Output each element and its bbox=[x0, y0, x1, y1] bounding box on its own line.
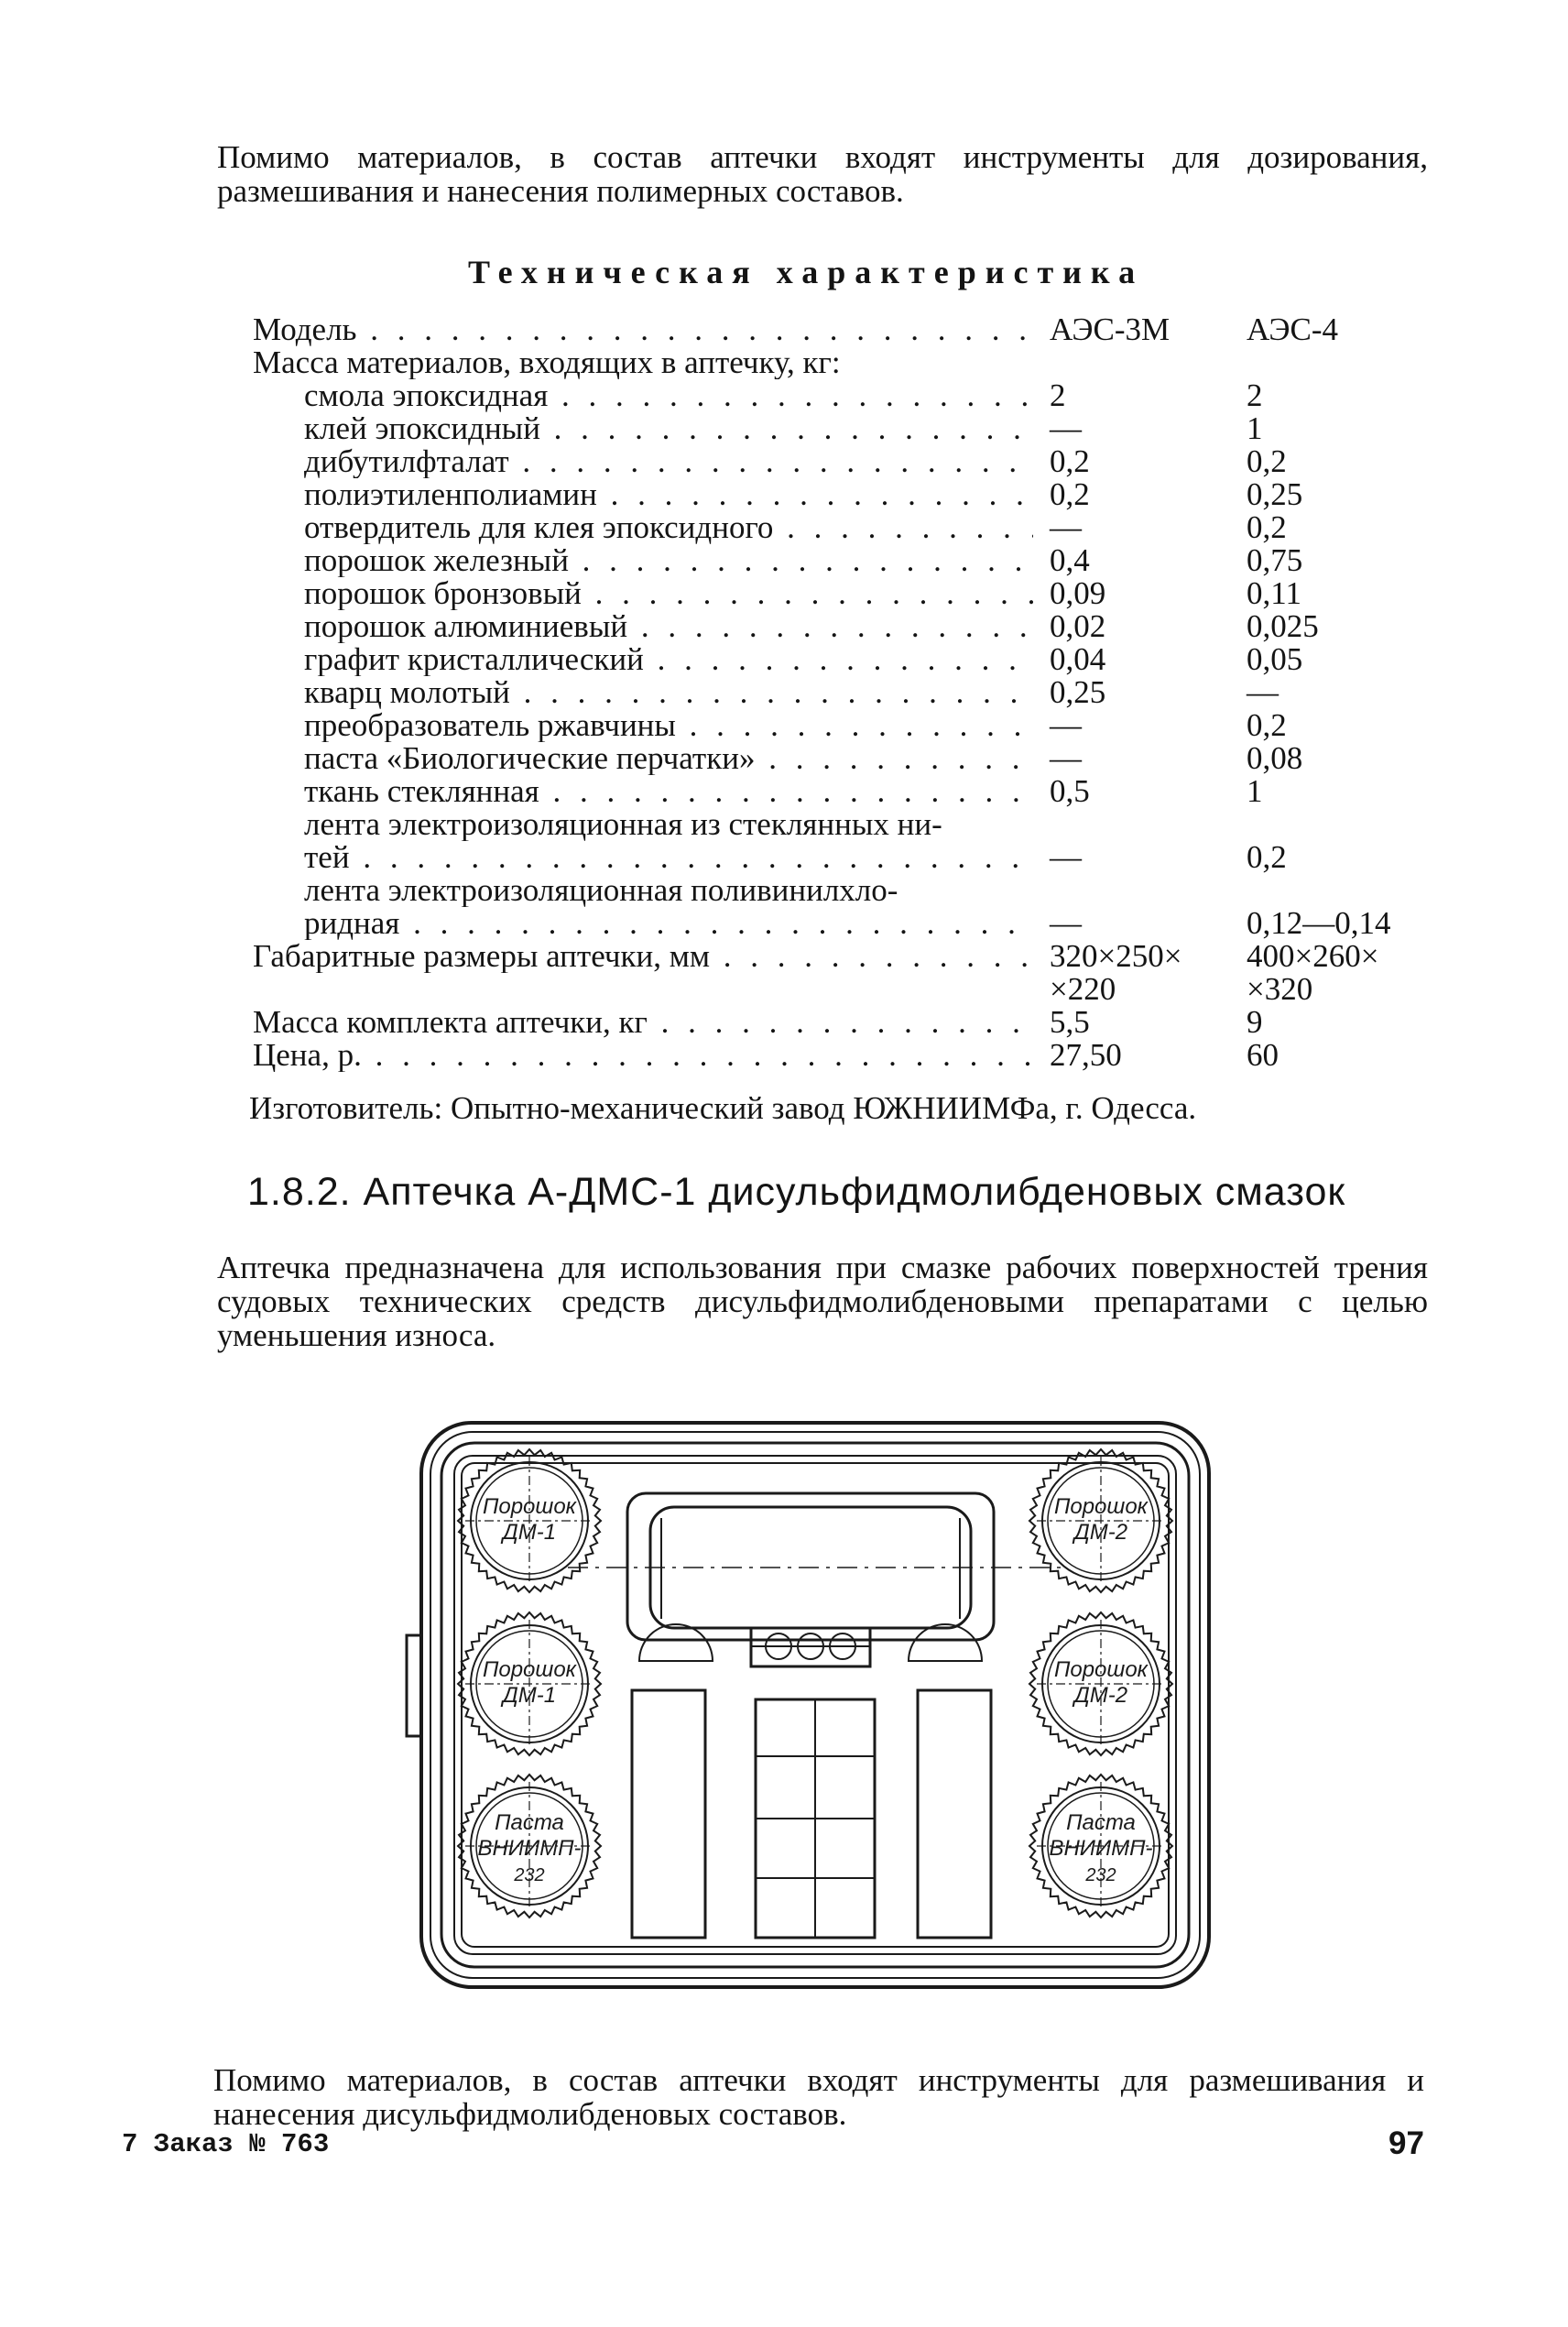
spec-name: Масса материалов, входящих в аптечку, кг: bbox=[253, 346, 841, 379]
spec-value-aes3m: 0,5 bbox=[1050, 773, 1090, 809]
jar-label: ДМ-2 bbox=[1073, 1520, 1128, 1545]
spec-name: смола эпоксидная . . . bbox=[304, 379, 1033, 412]
spec-name: Масса комплекта аптечки, кг . . . bbox=[253, 1006, 1033, 1039]
spec-value-aes4: 0,2 bbox=[1247, 443, 1287, 479]
spec-name: лента электроизоляционная поливинилхло- bbox=[304, 874, 898, 907]
tech-spec-title: Техническая характеристика bbox=[468, 254, 1145, 290]
jar-label: 232 bbox=[514, 1865, 545, 1885]
spec-row bbox=[253, 808, 1443, 841]
spec-row bbox=[253, 676, 1443, 709]
spec-name: тей . . . bbox=[304, 841, 1033, 874]
spec-row bbox=[253, 379, 1443, 412]
spec-value-aes3m: — bbox=[1050, 707, 1082, 743]
spec-row bbox=[253, 874, 1443, 907]
spec-value-aes4: — bbox=[1247, 674, 1279, 710]
spec-name: Цена, р. . . . bbox=[253, 1039, 1033, 1072]
spec-row bbox=[253, 577, 1443, 610]
spec-value-aes3m: ×220 bbox=[1050, 971, 1116, 1007]
spec-name: Модель . . . bbox=[253, 313, 1033, 346]
spec-row bbox=[253, 313, 1443, 346]
footer-order: 7 Заказ № 763 bbox=[122, 2129, 330, 2159]
jar bbox=[1029, 1612, 1172, 1755]
spec-value-aes4: 0,2 bbox=[1247, 839, 1287, 875]
jar bbox=[458, 1449, 601, 1592]
manufacturer-note: Изготовитель: Опытно-механический завод ЮЖНИИМФа, г. Одесса. bbox=[249, 1090, 1197, 1126]
spec-row bbox=[253, 478, 1443, 511]
section-paragraph: Аптечка предназначена для использования при смазке рабочих поверхностей трения судовых технических средств дисульфидмолибденовыми препаратами с целью уменьшения износа. bbox=[217, 1250, 1428, 1353]
spec-row bbox=[253, 610, 1443, 643]
spec-row bbox=[253, 709, 1443, 742]
jar bbox=[458, 1775, 601, 1917]
spec-name: графит кристаллический . . . bbox=[304, 643, 1033, 676]
spec-value-aes4: 1 bbox=[1247, 773, 1263, 809]
spec-value-aes3m: — bbox=[1050, 410, 1082, 446]
spec-value-aes3m: 5,5 bbox=[1050, 1004, 1090, 1040]
jar-label: ДМ-1 bbox=[502, 1683, 557, 1708]
spec-name: ридная . . . bbox=[304, 907, 1033, 940]
spec-name: порошок железный . . . bbox=[304, 544, 1033, 577]
spec-row bbox=[253, 841, 1443, 874]
spec-name: преобразователь ржавчины . . . bbox=[304, 709, 1033, 742]
section-heading: 1.8.2. Аптечка А-ДМС-1 дисульфидмолибденовых смазок bbox=[247, 1170, 1346, 1214]
closing-paragraph: Помимо материалов, в состав аптечки входят инструменты для размешивания и нанесения дисульфидмолибденовых составов. bbox=[213, 2062, 1424, 2132]
spec-value-aes3m: — bbox=[1050, 839, 1082, 875]
spec-value-aes3m: 0,04 bbox=[1050, 641, 1106, 677]
spec-value-aes4: 0,25 bbox=[1247, 476, 1303, 512]
spec-row bbox=[253, 1006, 1443, 1039]
intro-paragraph: Помимо материалов, в состав аптечки входят инструменты для дозирования, размешивания и нанесения полимерных составов. bbox=[217, 139, 1428, 209]
spec-row bbox=[253, 742, 1443, 775]
spec-value-aes3m: — bbox=[1050, 740, 1082, 776]
spec-value-aes4: 0,05 bbox=[1247, 641, 1303, 677]
spec-name: паста «Биологические перчатки» . . . bbox=[304, 742, 1033, 775]
spec-name: полиэтиленполиамин . . . bbox=[304, 478, 1033, 511]
spec-value-aes3m: 0,2 bbox=[1050, 443, 1090, 479]
spec-row bbox=[253, 973, 1443, 1006]
spec-value-aes4: 2 bbox=[1247, 377, 1263, 413]
jar bbox=[1029, 1449, 1172, 1592]
spec-row bbox=[253, 907, 1443, 940]
spec-row bbox=[253, 412, 1443, 445]
spec-row bbox=[253, 775, 1443, 808]
spec-value-aes3m: 27,50 bbox=[1050, 1037, 1122, 1073]
spec-name: порошок бронзовый . . . bbox=[304, 577, 1033, 610]
spec-value-aes3m: 0,4 bbox=[1050, 542, 1090, 578]
spec-value-aes4: 0,75 bbox=[1247, 542, 1303, 578]
jar bbox=[458, 1612, 601, 1755]
spec-value-aes4: 400×260× bbox=[1247, 938, 1379, 974]
spec-row bbox=[253, 643, 1443, 676]
jar-label: ВНИИМП- bbox=[477, 1836, 582, 1861]
spec-name: Габаритные размеры аптечки, мм . . . bbox=[253, 940, 1033, 973]
spec-value-aes4: 0,12—0,14 bbox=[1247, 905, 1391, 941]
spec-value-aes3m: 0,09 bbox=[1050, 575, 1106, 611]
spec-value-aes4: 1 bbox=[1247, 410, 1263, 446]
spec-name: порошок алюминиевый . . . bbox=[304, 610, 1033, 643]
spec-name: дибутилфталат . . . bbox=[304, 445, 1033, 478]
spec-row bbox=[253, 445, 1443, 478]
spec-value-aes4: 0,2 bbox=[1247, 509, 1287, 545]
jar-label: Паста bbox=[495, 1810, 564, 1835]
jar-label: Порошок bbox=[1053, 1494, 1149, 1519]
spec-value-aes3m: — bbox=[1050, 509, 1082, 545]
spec-value-aes4: 0,11 bbox=[1247, 575, 1301, 611]
spec-row bbox=[253, 1039, 1443, 1072]
spec-value-aes4: 0,2 bbox=[1247, 707, 1287, 743]
spec-value-aes4: ×320 bbox=[1247, 971, 1313, 1007]
jar bbox=[1029, 1775, 1172, 1917]
spec-name: клей эпоксидный . . . bbox=[304, 412, 1033, 445]
spec-row bbox=[253, 346, 1443, 379]
kit-figure bbox=[403, 1415, 1227, 2002]
spec-value-aes4: 9 bbox=[1247, 1004, 1263, 1040]
spec-value-aes4: АЭС-4 bbox=[1247, 311, 1339, 347]
spec-value-aes4: 60 bbox=[1247, 1037, 1279, 1073]
spec-value-aes3m: 0,25 bbox=[1050, 674, 1106, 710]
page-number: 97 bbox=[1388, 2125, 1424, 2161]
jar-label: Порошок bbox=[1053, 1657, 1149, 1682]
spec-value-aes3m: 320×250× bbox=[1050, 938, 1182, 974]
spec-name: отвердитель для клея эпоксидного . . . bbox=[304, 511, 1033, 544]
spec-row bbox=[253, 940, 1443, 973]
spec-value-aes3m: — bbox=[1050, 905, 1082, 941]
jar-label: 232 bbox=[1085, 1865, 1116, 1885]
jar-label: ДМ-1 bbox=[502, 1520, 557, 1545]
jar-label: Порошок bbox=[482, 1494, 577, 1519]
spec-value-aes3m: 0,02 bbox=[1050, 608, 1106, 644]
spec-row bbox=[253, 511, 1443, 544]
spec-value-aes3m: 0,2 bbox=[1050, 476, 1090, 512]
spec-value-aes4: 0,025 bbox=[1247, 608, 1319, 644]
spec-row bbox=[253, 544, 1443, 577]
spec-value-aes4: 0,08 bbox=[1247, 740, 1303, 776]
spec-name: лента электроизоляционная из стеклянных ни- bbox=[304, 808, 942, 841]
jar-label: Порошок bbox=[482, 1657, 577, 1682]
spec-name: ткань стеклянная . . . bbox=[304, 775, 1033, 808]
jar-label: ВНИИМП- bbox=[1049, 1836, 1153, 1861]
jar-label: ДМ-2 bbox=[1073, 1683, 1128, 1708]
spec-value-aes3m: 2 bbox=[1050, 377, 1066, 413]
spec-value-aes3m: АЭС-3М bbox=[1050, 311, 1171, 347]
spec-name: кварц молотый . . . bbox=[304, 676, 1033, 709]
jar-label: Паста bbox=[1066, 1810, 1136, 1835]
